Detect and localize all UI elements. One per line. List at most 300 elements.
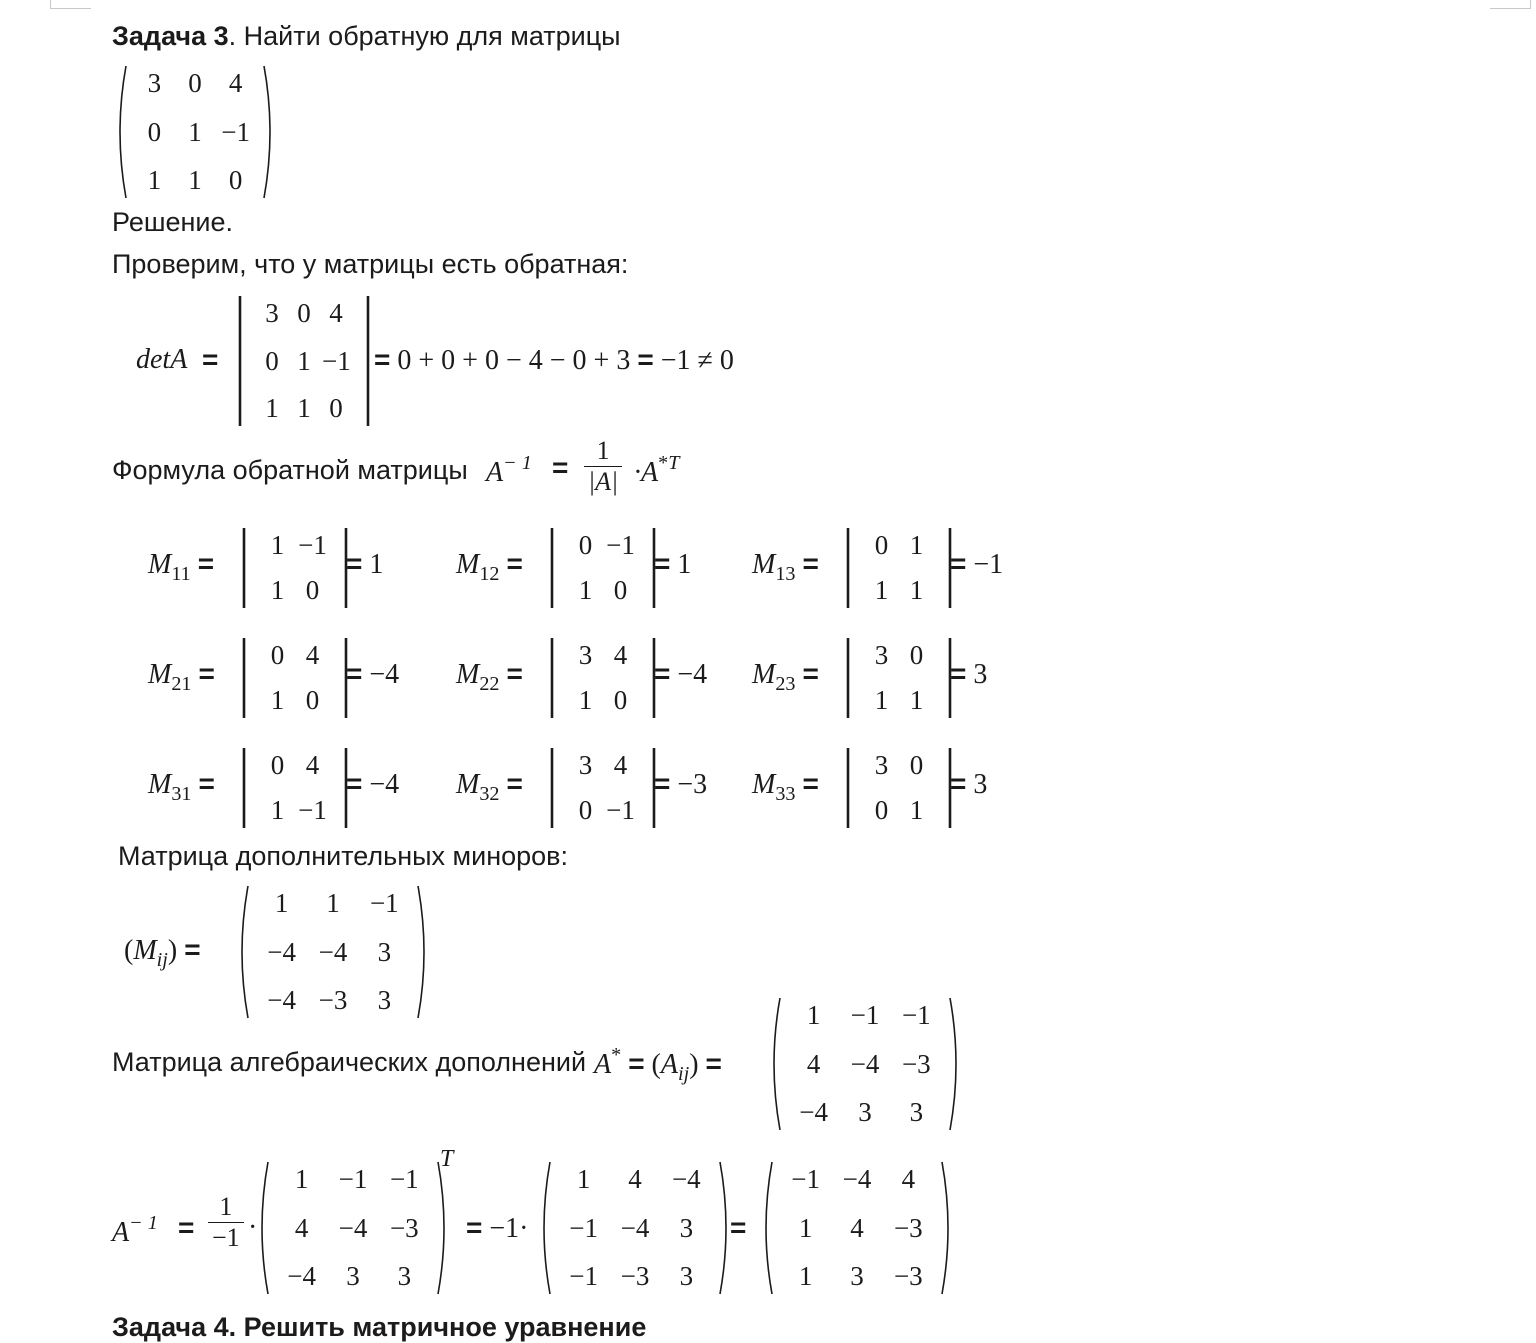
minor-value-equals: = bbox=[346, 548, 363, 579]
matrix-cell: 3 bbox=[679, 1212, 694, 1243]
matrix-cell: 0 bbox=[909, 750, 924, 780]
matrix-cell: −1 bbox=[338, 1164, 368, 1194]
minor-value-number: −1 bbox=[973, 549, 1004, 580]
matrix-row bbox=[260, 640, 330, 671]
matrix-cell: 3 bbox=[578, 640, 593, 670]
minor-equals: = bbox=[802, 548, 819, 579]
det-expansion bbox=[374, 344, 734, 377]
matrix-body bbox=[562, 636, 644, 720]
formula-fraction bbox=[584, 436, 622, 497]
matrix-row bbox=[568, 530, 638, 561]
matrix-cell: −1 bbox=[791, 1164, 821, 1194]
matrix-cell: 1 bbox=[265, 393, 279, 423]
matrix-cell: −3 bbox=[389, 1212, 419, 1243]
minor-value bbox=[950, 658, 987, 691]
matrix-body bbox=[128, 64, 262, 200]
minor-value bbox=[654, 658, 707, 691]
matrix-row bbox=[276, 1213, 430, 1244]
matrix-cell: 1 bbox=[294, 1164, 309, 1194]
minor-matrix bbox=[548, 746, 658, 830]
minor-label bbox=[456, 658, 523, 696]
det-matrix bbox=[236, 294, 372, 428]
matrix-cell: −4 bbox=[671, 1164, 701, 1194]
matrix-cell: 3 bbox=[909, 1097, 924, 1127]
matrix-cell: −1 bbox=[389, 1164, 419, 1194]
minor-value-number: −4 bbox=[677, 659, 708, 690]
matrix-cell: 0 bbox=[305, 685, 320, 715]
minor-index: 13 bbox=[775, 563, 796, 586]
matrix-row bbox=[864, 530, 934, 561]
minor-index: 31 bbox=[171, 783, 192, 806]
minor-value-number: 3 bbox=[973, 769, 988, 800]
matrix-cell: 0 bbox=[265, 345, 279, 376]
matrix-cell: −1 bbox=[850, 1000, 880, 1030]
det-lhs: detA bbox=[136, 344, 188, 375]
minor-label bbox=[752, 658, 819, 696]
matrix-cell: 1 bbox=[578, 575, 593, 605]
minors-matrix-symbol: M bbox=[133, 935, 157, 966]
matrix-cell: 0 bbox=[874, 795, 889, 825]
matrix-body bbox=[858, 746, 940, 830]
minor-symbol: M bbox=[456, 769, 480, 800]
matrix-cell: 4 bbox=[628, 1164, 642, 1194]
task-statement: . Найти обратную для матрицы bbox=[228, 21, 621, 51]
matrix-cell: −1 bbox=[901, 1000, 931, 1030]
bar-left bbox=[548, 526, 562, 610]
matrix-cell: 1 bbox=[874, 685, 889, 715]
matrix-cell: 0 bbox=[578, 530, 593, 560]
matrix-cell: 4 bbox=[806, 1048, 821, 1079]
matrix-row bbox=[256, 985, 410, 1016]
matrix-cell: 1 bbox=[874, 575, 889, 605]
paren-right bbox=[416, 884, 430, 1020]
minor-equals: = bbox=[198, 658, 215, 689]
bar-left bbox=[844, 746, 858, 830]
minor-index: 11 bbox=[171, 563, 191, 586]
minor-index: 21 bbox=[171, 673, 192, 696]
matrix-row bbox=[788, 1049, 942, 1080]
minor-value-equals: = bbox=[950, 548, 967, 579]
matrix-cell: 3 bbox=[397, 1261, 412, 1291]
minors-matrix bbox=[236, 884, 430, 1020]
matrix-body bbox=[254, 636, 336, 720]
matrix-cell: 0 bbox=[578, 795, 593, 825]
matrix-row bbox=[864, 795, 934, 826]
matrix-row bbox=[256, 346, 352, 377]
matrix-row bbox=[558, 1261, 712, 1292]
minor-equals: = bbox=[506, 768, 523, 799]
matrix-cell: 3 bbox=[679, 1261, 694, 1291]
minor-equals: = bbox=[802, 658, 819, 689]
task-number: Задача 3 bbox=[112, 21, 229, 51]
bar-left bbox=[240, 526, 254, 610]
inverse-fraction bbox=[208, 1192, 244, 1253]
formula-lhs bbox=[486, 452, 532, 489]
minor-value-equals: = bbox=[346, 658, 363, 689]
matrix-row bbox=[864, 640, 934, 671]
minor-value-number: 1 bbox=[677, 549, 692, 580]
minors-matrix-label: Матрица дополнительных миноров: bbox=[118, 841, 568, 871]
matrix-cell: −1 bbox=[569, 1261, 599, 1291]
minor-matrix bbox=[548, 636, 658, 720]
paren-left bbox=[538, 1160, 552, 1296]
formula-rhs bbox=[634, 452, 679, 489]
matrix-cell: −3 bbox=[893, 1212, 923, 1243]
matrix-row bbox=[864, 750, 934, 781]
paren-right bbox=[262, 64, 276, 200]
minor-matrix bbox=[844, 526, 954, 610]
page-corner-right bbox=[1490, 0, 1531, 9]
minor-value-equals: = bbox=[654, 768, 671, 799]
bar-left bbox=[844, 636, 858, 720]
matrix-row bbox=[568, 575, 638, 606]
bar-left bbox=[548, 746, 562, 830]
matrix-row bbox=[256, 888, 410, 919]
matrix-cell: 4 bbox=[850, 1212, 864, 1243]
minor-value-number: −4 bbox=[369, 659, 400, 690]
matrix-cell: 1 bbox=[270, 795, 285, 825]
given-matrix bbox=[114, 64, 276, 200]
paren-left bbox=[236, 884, 250, 1020]
matrix-body bbox=[858, 526, 940, 610]
inverse-equals-2: = bbox=[466, 1212, 483, 1243]
matrix-row bbox=[260, 530, 330, 561]
matrix-cell: 3 bbox=[874, 640, 889, 670]
matrix-cell: 3 bbox=[874, 750, 889, 780]
cofactors-star: * bbox=[611, 1044, 622, 1066]
matrix-body bbox=[562, 746, 644, 830]
paren-right bbox=[948, 996, 962, 1132]
matrix-cell: 0 bbox=[909, 640, 924, 670]
matrix-cell: 3 bbox=[377, 936, 392, 967]
minor-equals: = bbox=[197, 548, 215, 579]
matrix-body bbox=[254, 526, 336, 610]
matrix-row bbox=[558, 1213, 712, 1244]
matrix-row bbox=[780, 1213, 934, 1244]
inverse-numerator: 1 bbox=[219, 1192, 233, 1221]
matrix-cell: −4 bbox=[850, 1048, 880, 1079]
formula-numerator: 1 bbox=[596, 436, 610, 465]
matrix-cell: 1 bbox=[147, 165, 162, 195]
paren-right bbox=[940, 1160, 954, 1296]
matrix-cell: 1 bbox=[909, 530, 924, 560]
matrix-row bbox=[256, 298, 352, 329]
minor-matrix bbox=[240, 526, 350, 610]
bar-left bbox=[240, 746, 254, 830]
minor-matrix bbox=[548, 526, 658, 610]
paren-left bbox=[760, 1160, 774, 1296]
matrix-cell: 3 bbox=[578, 750, 593, 780]
formula-equals: = bbox=[552, 452, 569, 483]
matrix-cell: 0 bbox=[228, 165, 243, 195]
minor-value bbox=[654, 548, 691, 581]
matrix-cell: 1 bbox=[188, 116, 202, 147]
matrix-row bbox=[134, 165, 256, 196]
minor-symbol: M bbox=[752, 659, 776, 690]
minor-symbol: M bbox=[148, 769, 172, 800]
matrix-row bbox=[276, 1164, 430, 1195]
matrix-cell: 3 bbox=[850, 1261, 864, 1291]
matrix-body bbox=[782, 996, 948, 1132]
minor-value bbox=[654, 768, 707, 801]
minor-symbol: M bbox=[752, 769, 776, 800]
matrix-cell: 0 bbox=[270, 750, 285, 780]
matrix-cell: −1 bbox=[606, 530, 635, 560]
matrix-cell: 1 bbox=[297, 393, 311, 423]
matrix-cell: 1 bbox=[909, 795, 924, 825]
cofactors-equals-1: = bbox=[628, 1048, 645, 1080]
bar-left bbox=[844, 526, 858, 610]
matrix-cell: 0 bbox=[297, 298, 311, 328]
matrix-body bbox=[254, 746, 336, 830]
matrix-cell: −4 bbox=[338, 1212, 368, 1243]
minors-matrix-sub: ij bbox=[156, 949, 168, 972]
next-task-heading: Задача 4. Решить матричное уравнение bbox=[112, 1312, 647, 1342]
cofactors-label: Матрица алгебраических дополнений bbox=[112, 1047, 587, 1077]
matrix-cell: 0 bbox=[613, 685, 628, 715]
matrix-cell: 3 bbox=[346, 1261, 360, 1291]
matrix-body bbox=[250, 884, 416, 1020]
matrix-row bbox=[864, 685, 934, 716]
minor-index: 23 bbox=[775, 673, 796, 696]
matrix-cell: 1 bbox=[798, 1212, 813, 1243]
minor-value bbox=[950, 768, 987, 801]
minor-symbol: M bbox=[148, 659, 172, 690]
matrix-cell: −1 bbox=[369, 888, 399, 918]
matrix-row bbox=[780, 1261, 934, 1292]
matrix-row bbox=[568, 795, 638, 826]
matrix-cell: 4 bbox=[305, 640, 320, 670]
bar-left bbox=[240, 636, 254, 720]
matrix-body bbox=[270, 1160, 436, 1296]
inverse-lhs-base: A bbox=[112, 1217, 130, 1249]
minor-equals: = bbox=[802, 768, 819, 799]
cofactors-matrix bbox=[768, 996, 962, 1132]
matrix-row bbox=[780, 1164, 934, 1195]
minor-index: 33 bbox=[775, 783, 796, 806]
minor-symbol: M bbox=[752, 549, 776, 580]
minor-symbol: M bbox=[456, 659, 480, 690]
minor-value-number: −3 bbox=[677, 769, 708, 800]
det-result: −1 ≠ 0 bbox=[660, 345, 734, 376]
inverse-equals-1: = bbox=[178, 1212, 195, 1243]
matrix-row bbox=[276, 1261, 430, 1292]
matrix-cell: 1 bbox=[909, 685, 924, 715]
formula-rhs-sup: T bbox=[668, 452, 680, 474]
formula-lhs-base: A bbox=[486, 457, 504, 489]
matrix-cell: 1 bbox=[909, 575, 924, 605]
formula-dot: · bbox=[634, 457, 641, 489]
matrix-row bbox=[788, 1000, 942, 1031]
formula-rhs-star: * bbox=[658, 452, 669, 474]
minor-value-equals: = bbox=[950, 658, 967, 689]
matrix-body bbox=[552, 1160, 718, 1296]
matrix-cell: −3 bbox=[901, 1048, 931, 1079]
matrix-row bbox=[260, 795, 330, 826]
minors-matrix-equals: = bbox=[184, 934, 201, 965]
check-text: Проверим, что у матрицы есть обратная: bbox=[112, 249, 629, 279]
matrix-cell: −3 bbox=[620, 1261, 650, 1291]
matrix-cell: −4 bbox=[318, 936, 348, 967]
minor-label bbox=[148, 768, 215, 806]
formula-lhs-sup: − 1 bbox=[503, 452, 532, 474]
matrix-row bbox=[558, 1164, 712, 1195]
minor-matrix bbox=[844, 636, 954, 720]
matrix-cell: 1 bbox=[274, 888, 289, 918]
minor-equals: = bbox=[198, 768, 215, 799]
matrix-cell: 1 bbox=[188, 165, 202, 195]
matrix-cell: −4 bbox=[799, 1097, 829, 1127]
minor-symbol: M bbox=[456, 549, 480, 580]
inverse-coef-value: −1· bbox=[489, 1213, 529, 1244]
minor-symbol: M bbox=[148, 549, 172, 580]
matrix-cell: 4 bbox=[228, 68, 243, 98]
minor-value bbox=[950, 548, 1003, 581]
matrix-body bbox=[562, 526, 644, 610]
minor-equals: = bbox=[506, 548, 523, 579]
minor-index: 32 bbox=[479, 783, 500, 806]
matrix-cell: 0 bbox=[147, 116, 162, 147]
cofactors-lhs: $A^* = (A_{ij})$ = bbox=[594, 1044, 722, 1086]
matrix-cell: 0 bbox=[188, 68, 202, 98]
matrix-cell: 0 bbox=[305, 575, 320, 605]
minor-value-equals: = bbox=[950, 768, 967, 799]
paren-left bbox=[256, 1160, 270, 1296]
matrix-cell: −4 bbox=[267, 936, 297, 967]
minor-index: 22 bbox=[479, 673, 500, 696]
minor-value-equals: = bbox=[346, 768, 363, 799]
task-title bbox=[112, 20, 621, 52]
inverse-matrix-3 bbox=[760, 1160, 954, 1296]
matrix-body bbox=[774, 1160, 940, 1296]
minor-label bbox=[148, 658, 215, 696]
inverse-transpose: T bbox=[440, 1146, 454, 1172]
matrix-row bbox=[568, 750, 638, 781]
bar-left bbox=[236, 294, 250, 428]
inverse-matrix-1 bbox=[256, 1160, 450, 1296]
minor-label bbox=[456, 548, 523, 586]
matrix-cell: 4 bbox=[613, 750, 628, 780]
matrix-cell: 4 bbox=[305, 750, 320, 780]
bar-left bbox=[548, 636, 562, 720]
matrix-cell: 1 bbox=[270, 575, 285, 605]
matrix-cell: 1 bbox=[326, 888, 340, 918]
matrix-row bbox=[568, 640, 638, 671]
matrix-row bbox=[788, 1097, 942, 1128]
inverse-coef bbox=[466, 1212, 528, 1245]
matrix-cell: 3 bbox=[377, 985, 392, 1015]
paren-right bbox=[436, 1160, 450, 1296]
minor-value-number: 1 bbox=[369, 549, 384, 580]
inverse-denominator: −1 bbox=[208, 1222, 244, 1253]
matrix-cell: 0 bbox=[270, 640, 285, 670]
matrix-cell: 0 bbox=[874, 530, 889, 560]
matrix-cell: −3 bbox=[318, 985, 348, 1015]
formula-label: Формула обратной матрицы bbox=[112, 455, 468, 485]
bar-right bbox=[358, 294, 372, 428]
minor-value-number: −4 bbox=[369, 769, 400, 800]
matrix-cell: −4 bbox=[842, 1164, 872, 1194]
matrix-row bbox=[260, 575, 330, 606]
minor-value bbox=[346, 658, 399, 691]
paren-left bbox=[768, 996, 782, 1132]
matrix-cell: 0 bbox=[329, 393, 343, 423]
minors-matrix-lhs: $(M_{ij})$ = bbox=[124, 934, 201, 972]
matrix-cell: 4 bbox=[329, 298, 343, 328]
matrix-row bbox=[134, 68, 256, 99]
matrix-cell: 1 bbox=[806, 1000, 821, 1030]
det-expansion-equals: = bbox=[374, 344, 391, 375]
inverse-matrix-2 bbox=[538, 1160, 732, 1296]
minor-label bbox=[456, 768, 523, 806]
matrix-cell: 4 bbox=[294, 1212, 309, 1243]
matrix-cell: 3 bbox=[265, 298, 279, 328]
page-corner-left bbox=[50, 0, 91, 9]
matrix-cell: 1 bbox=[798, 1261, 813, 1291]
matrix-body bbox=[858, 636, 940, 720]
matrix-cell: −1 bbox=[298, 530, 327, 560]
minor-value bbox=[346, 768, 399, 801]
matrix-cell: −3 bbox=[893, 1261, 923, 1291]
matrix-cell: −1 bbox=[221, 116, 250, 147]
matrix-body bbox=[250, 294, 358, 428]
det-result-equals: = bbox=[637, 344, 654, 375]
matrix-cell: 4 bbox=[901, 1164, 916, 1194]
matrix-row bbox=[134, 117, 256, 148]
minor-label bbox=[752, 548, 819, 586]
matrix-cell: 0 bbox=[613, 575, 628, 605]
matrix-row bbox=[864, 575, 934, 606]
matrix-cell: −4 bbox=[267, 985, 297, 1015]
minor-value-equals: = bbox=[654, 658, 671, 689]
det-rhs: 0 + 0 + 0 − 4 − 0 + 3 bbox=[397, 345, 631, 376]
formula-denominator: |A| bbox=[584, 466, 622, 497]
matrix-cell: 4 bbox=[613, 640, 628, 670]
matrix-row bbox=[256, 937, 410, 968]
inverse-lhs bbox=[112, 1212, 158, 1249]
inverse-dot: · bbox=[248, 1212, 258, 1243]
minor-index: 12 bbox=[479, 563, 500, 586]
matrix-cell: −1 bbox=[298, 795, 327, 825]
matrix-row bbox=[260, 685, 330, 716]
matrix-row bbox=[568, 685, 638, 716]
matrix-cell: 3 bbox=[858, 1097, 872, 1127]
minor-label bbox=[752, 768, 819, 806]
matrix-cell: −1 bbox=[569, 1212, 599, 1243]
matrix-cell: 3 bbox=[147, 68, 162, 98]
minor-equals: = bbox=[506, 658, 523, 689]
cofactors-a-symbol: A bbox=[660, 1049, 678, 1081]
minor-matrix bbox=[240, 746, 350, 830]
solution-label: Решение. bbox=[112, 207, 234, 237]
matrix-cell: −4 bbox=[287, 1261, 317, 1291]
cofactors-symbol: A bbox=[594, 1049, 612, 1081]
cofactors-equals-2: = bbox=[705, 1048, 722, 1080]
matrix-cell: −1 bbox=[606, 795, 635, 825]
matrix-cell: −1 bbox=[322, 345, 351, 376]
minor-matrix bbox=[844, 746, 954, 830]
minor-value-number: 3 bbox=[973, 659, 988, 690]
minor-value bbox=[346, 548, 383, 581]
det-equals: = bbox=[202, 344, 219, 375]
inverse-equals-3: = bbox=[730, 1212, 747, 1243]
matrix-cell: 1 bbox=[270, 685, 285, 715]
formula-rhs-base: A bbox=[641, 457, 659, 489]
minor-matrix bbox=[240, 636, 350, 720]
paren-left bbox=[114, 64, 128, 200]
matrix-cell: 1 bbox=[270, 530, 285, 560]
matrix-cell: 1 bbox=[297, 345, 311, 376]
